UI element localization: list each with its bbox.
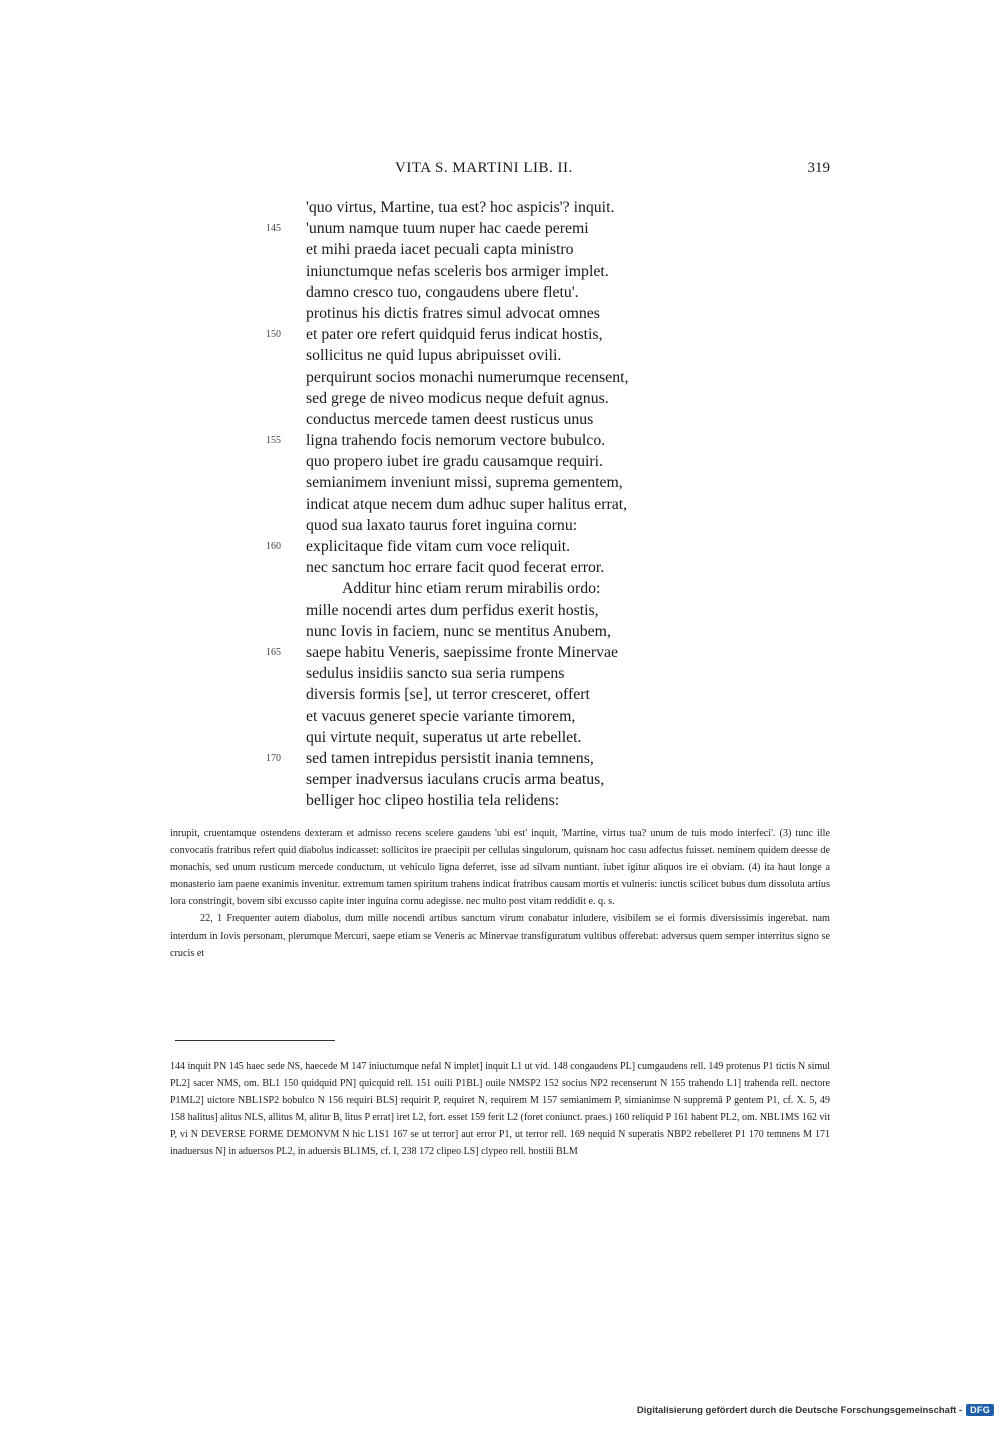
verse-text: ligna trahendo focis nemorum vectore bubulco.	[306, 432, 606, 450]
verse-line	[0, 451, 1000, 472]
verse-text: diversis formis [se], ut terror cresceret, offert	[306, 686, 590, 704]
verse-line	[0, 642, 1000, 663]
verse-line	[0, 684, 1000, 705]
verse-text: iniunctumque nefas sceleris bos armiger implet.	[306, 262, 609, 280]
verse-line	[0, 261, 1000, 282]
verse-text: conductus mercede tamen deest rusticus unus	[306, 410, 594, 428]
verse-number: 150	[266, 329, 281, 341]
verse-text: indicat atque necem dum adhuc super halitus errat,	[306, 495, 628, 513]
verse-line	[0, 282, 1000, 303]
verse-text: sed tamen intrepidus persistit inania temnens,	[306, 749, 594, 767]
page-header	[170, 160, 830, 184]
verse-text: sollicitus ne quid lupus abripuisset ovili.	[306, 347, 562, 365]
verse-line	[0, 769, 1000, 790]
verse-line	[0, 324, 1000, 345]
verse-number: 160	[266, 541, 281, 552]
verse-line	[0, 557, 1000, 578]
verse-line	[0, 367, 1000, 388]
verse-text: semper inadversus iaculans crucis arma beatus,	[306, 771, 605, 789]
verse-text: damno cresco tuo, congaudens ubere fletu'.	[306, 283, 579, 301]
verse-number: 170	[266, 752, 281, 764]
prose-paragraph: 22, 1 Frequenter autem diabolus, dum mille nocendi artibus sanctum virum conabatur inludere, visibilem se ei formis diversissimis ingerebat. nam interdum in Iovis personam, plerumque Mercuri, saepe etiam se Veneris ac Minervae transfiguratum vultibus offerebat: adversus quem semper interritus signo se crucis et	[170, 913, 830, 959]
running-title: VITA S. MARTINI LIB. II.	[395, 160, 573, 176]
verse-line	[0, 515, 1000, 536]
verse-text: saepe habitu Veneris, saepissime fronte Minervae	[306, 643, 619, 661]
page-number: 319	[807, 160, 830, 176]
verse-text: semianimem inveniunt missi, suprema gementem,	[306, 474, 623, 492]
verse-number: 155	[266, 435, 281, 447]
verse-line	[0, 790, 1000, 811]
verse-text: sed grege de niveo modicus neque defuit agnus.	[306, 389, 609, 407]
verse-line	[0, 494, 1000, 515]
verse-line	[0, 578, 1000, 599]
verse-text: nunc Iovis in faciem, nunc se mentitus Anubem,	[306, 622, 611, 640]
verse-line	[0, 345, 1000, 366]
verse-line	[0, 303, 1000, 324]
digitization-footer	[637, 1402, 994, 1418]
verse-line	[0, 409, 1000, 430]
footnote-divider	[175, 1040, 335, 1041]
verse-line	[0, 621, 1000, 642]
verse-text: qui virtute nequit, superatus ut arte rebellet.	[306, 728, 582, 746]
critical-apparatus: 144 inquit PN 145 haec sede NS, haecede M 147 iniuctumque nefal N implet] inquit L1 ut vid. 148 congaudens PL] cumgaudens rell. 149 protenus P1 tictis N simul PL2] sacer NMS, om. BL1 150 quidquid PN] quicquid rell. 151 ouili P1BL] ouile NMSP2 152 socius NP2 recenserunt N 155 trahendo L1] trahenda rell. nectore P1ML2] uictore NBL1SP2 bobulco N 156 requiri BLS] requirit P, requiret N, requirem M 157 semianimem P, simianimse N suppremā P gentem P1, cf. X. 5, 49 158 halitus] alitus NLS, allitus M, alitur B, litus P errat] iret L2, fort. esset 159 ferit L2 (foret coniunct. praes.) 160 reliquid P 161 habent PL2, om. NBL1MS 162 vit P, vi N DEVERSE FORME DEMONVM N hic L1S1 167 se ut terror] aut error P1, ut terror rell. 169 nequid N superatis NBP2 rebelleret P1 170 temnens M 171 inaduersus N] in aduersos PL2, in aduersis BL1MS, cf. I, 238 172 clipeo LS] clypeo rell. hostili BLM	[170, 1061, 830, 1158]
verse-line	[0, 748, 1000, 769]
verse-text: sedulus insidiis sancto sua seria rumpens	[306, 665, 565, 683]
verse-text: explicitaque fide vitam cum voce reliquit.	[306, 538, 571, 555]
verse-text: mille nocendi artes dum perfidus exerit hostis,	[306, 601, 599, 619]
verse-block	[0, 197, 1000, 811]
verse-text: et mihi praeda iacet pecuali capta ministro	[306, 241, 574, 259]
verse-text: et vacuus generet specie variante timorem,	[306, 707, 576, 725]
verse-text: et pater ore refert quidquid ferus indicat hostis,	[306, 326, 603, 344]
verse-line	[0, 536, 1000, 557]
verse-line	[0, 706, 1000, 727]
verse-line	[0, 663, 1000, 684]
verse-text: perquirunt socios monachi numerumque recensent,	[306, 368, 629, 386]
verse-line	[0, 727, 1000, 748]
verse-line	[0, 197, 1000, 218]
verse-line	[0, 430, 1000, 451]
prose-paragraph: inrupit, cruentamque ostendens dexteram et admisso recens scelere gaudens 'ubi est' inquit, 'Martine, virtus tua? unum de tuis modo interfeci'. (3) tunc ille convocatis fratribus refert quid diabolus indicasset: sollicitos ire praecipit per cellulas singulorum, quisnam hoc casu adfectus fuisset. neminem quidem deesse de monachis, sed unum rusticum mercede conductum, ut vehiculo ligna deferret, isse ad silvam nuntiant. iubet igitur aliquos ire ei obviam. (4) ita haut longe a monasterio iam paene exanimis invenitur. extremum tamen spiritum trahens indicat fratribus causam mortis et vulneris: iunctis scilicet bubus dum dissoluta artius lora constringit, bovem sibi excusso capite inter inguina cornu adegisse. nec multo post vitam reddidit e. q. s.	[170, 828, 830, 908]
verse-line	[0, 218, 1000, 239]
verse-line	[0, 472, 1000, 493]
prose-commentary	[170, 825, 830, 962]
verse-text: quod sua laxato taurus foret inguina cornu:	[306, 516, 578, 534]
verse-text: nec sanctum hoc errare facit quod fecerat error.	[306, 559, 605, 577]
verse-text: protinus his dictis fratres simul advocat omnes	[306, 304, 600, 322]
footer-text: Digitalisierung gefördert durch die Deutsche Forschungsgemeinschaft -	[636, 1404, 963, 1416]
verse-text: 'unum namque tuum nuper hac caede peremi	[306, 220, 589, 238]
dfg-logo: DFG	[966, 1404, 994, 1416]
verse-number: 165	[266, 646, 281, 658]
verse-line	[0, 600, 1000, 621]
verse-text: quo propero iubet ire gradu causamque requiri.	[306, 453, 603, 471]
verse-text: 'quo virtus, Martine, tua est? hoc aspicis'? inquit.	[306, 199, 615, 216]
verse-line	[0, 388, 1000, 409]
verse-number: 145	[266, 223, 281, 235]
verse-text: Additur hinc etiam rerum mirabilis ordo:	[342, 580, 601, 598]
verse-line	[0, 239, 1000, 260]
verse-text: belliger hoc clipeo hostilia tela relidens:	[306, 792, 560, 810]
